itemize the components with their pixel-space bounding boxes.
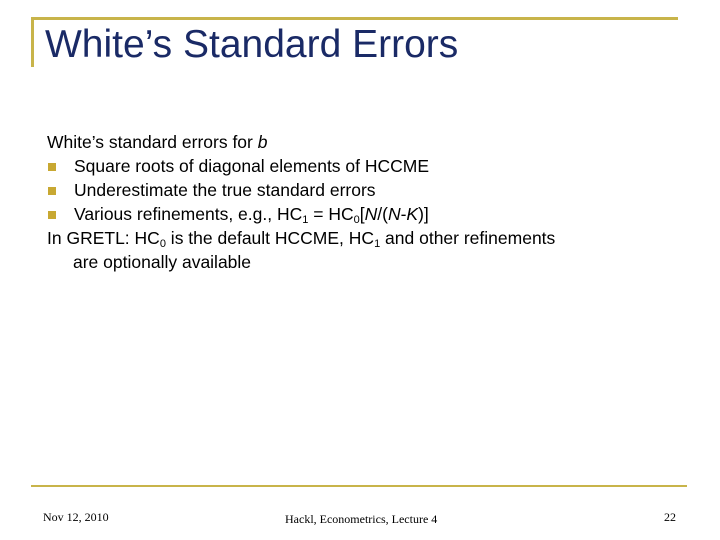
slide-body	[47, 130, 667, 274]
intro-text: White’s standard errors for	[47, 132, 258, 152]
bullet-text: Underestimate the true standard errors	[74, 180, 376, 200]
frame-left-border	[31, 17, 34, 67]
bullet-text: Square roots of diagonal elements of HCCME	[74, 156, 430, 176]
bullet-item	[47, 154, 667, 178]
bullet-item	[47, 178, 667, 202]
page-number: 22	[664, 510, 676, 524]
gretl-continuation: are optionally available	[73, 252, 252, 272]
square-bullet-icon	[48, 187, 56, 195]
bullet-text: Various refinements, e.g., $HC_1 = HC_0[N/(N-K)]$	[74, 204, 429, 226]
frame-top-border	[31, 17, 678, 20]
intro-line	[47, 130, 667, 154]
gretl-line: In GRETL: $HC_0$ is the default HCCME, $HC_1$ and other refinements	[47, 228, 556, 250]
square-bullet-icon	[48, 163, 56, 171]
square-bullet-icon	[48, 211, 56, 219]
intro-variable: b	[257, 132, 268, 152]
bullet-item	[47, 202, 667, 226]
footer-author-lecture: Hackl, Econometrics, Lecture 4	[285, 512, 438, 526]
footer-divider	[31, 485, 687, 487]
footer-date: Nov 12, 2010	[43, 510, 109, 524]
slide-title: White’s Standard Errors	[45, 23, 459, 66]
